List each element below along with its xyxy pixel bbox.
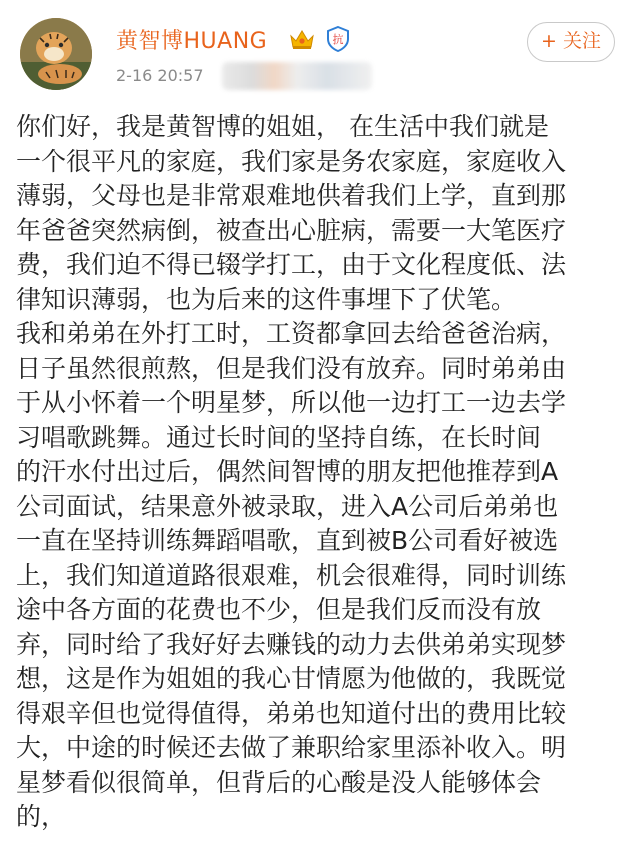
post-text-line: 律知识薄弱，也为后来的这件事埋下了伏笔。 — [16, 284, 517, 314]
post-header — [0, 0, 640, 108]
post-text-line: 于从小怀着一个明星梦，所以他一边打工一边去学 — [16, 388, 567, 417]
post-text-line: 费，我们迫不得已辍学打工，由于文化程度低、法 — [16, 250, 567, 279]
post-text-line: 习唱歌跳舞。通过长时间的坚持自练，在长时间 — [16, 422, 542, 452]
follow-button[interactable]: + 关注 — [527, 22, 615, 62]
post-text-line: 你们好，我是黄智博的姐姐， 在生活中我们就是 — [16, 112, 549, 141]
avatar[interactable] — [20, 18, 92, 90]
post-text-line: 上，我们知道道路很艰难，机会很难得，同时训练 — [16, 560, 567, 590]
post-text-line: 公司面试，结果意外被录取，进入A公司后弟弟也 — [16, 491, 559, 521]
post-text-line: 得艰辛但也觉得值得，弟弟也知道付出的费用比较 — [16, 698, 567, 728]
post-text-line: 一直在坚持训练舞蹈唱歌，直到被B公司看好被选 — [16, 526, 559, 555]
post-text-line: 途中各方面的花费也不少，但是我们反而没有放 — [16, 595, 542, 624]
post-text-line: 大，中途的时候还去做了兼职给家里添补收入。明 — [16, 733, 567, 762]
crown-icon — [289, 28, 315, 50]
post-text-line: 想，这是作为姐姐的我心甘情愿为他做的，我既觉 — [16, 664, 567, 693]
username[interactable]: 黄智博HUANG — [116, 29, 268, 54]
badge-text: 抗 — [332, 33, 344, 46]
tiger-avatar-image — [20, 18, 92, 90]
post-text-line: 年爸爸突然病倒，被查出心脏病，需要一大笔医疗 — [16, 215, 567, 245]
shield-badge-icon — [327, 26, 349, 52]
post-text-line: 我和弟弟在外打工时，工资都拿回去给爸爸治病， — [16, 319, 567, 348]
post-text-line: 的汗水付出过后，偶然间智博的朋友把他推荐到A — [16, 457, 559, 486]
post-text-line: 一个很平凡的家庭，我们家是务农家庭，家庭收入 — [16, 146, 567, 176]
post-content — [16, 110, 628, 835]
post-text-line: 薄弱，父母也是非常艰难地供着我们上学，直到那 — [16, 181, 567, 210]
post-text-line: 的， — [16, 802, 67, 831]
post-text-line: 星梦看似很简单，但背后的心酸是没人能够体会 — [16, 767, 542, 797]
blurred-source — [222, 62, 372, 90]
post-timestamp: 2-16 20:57 — [116, 66, 204, 85]
post-text-line: 弃，同时给了我好好去赚钱的动力去供弟弟实现梦 — [16, 629, 567, 659]
post-text-line: 日子虽然很煎熬，但是我们没有放弃。同时弟弟由 — [16, 353, 567, 383]
